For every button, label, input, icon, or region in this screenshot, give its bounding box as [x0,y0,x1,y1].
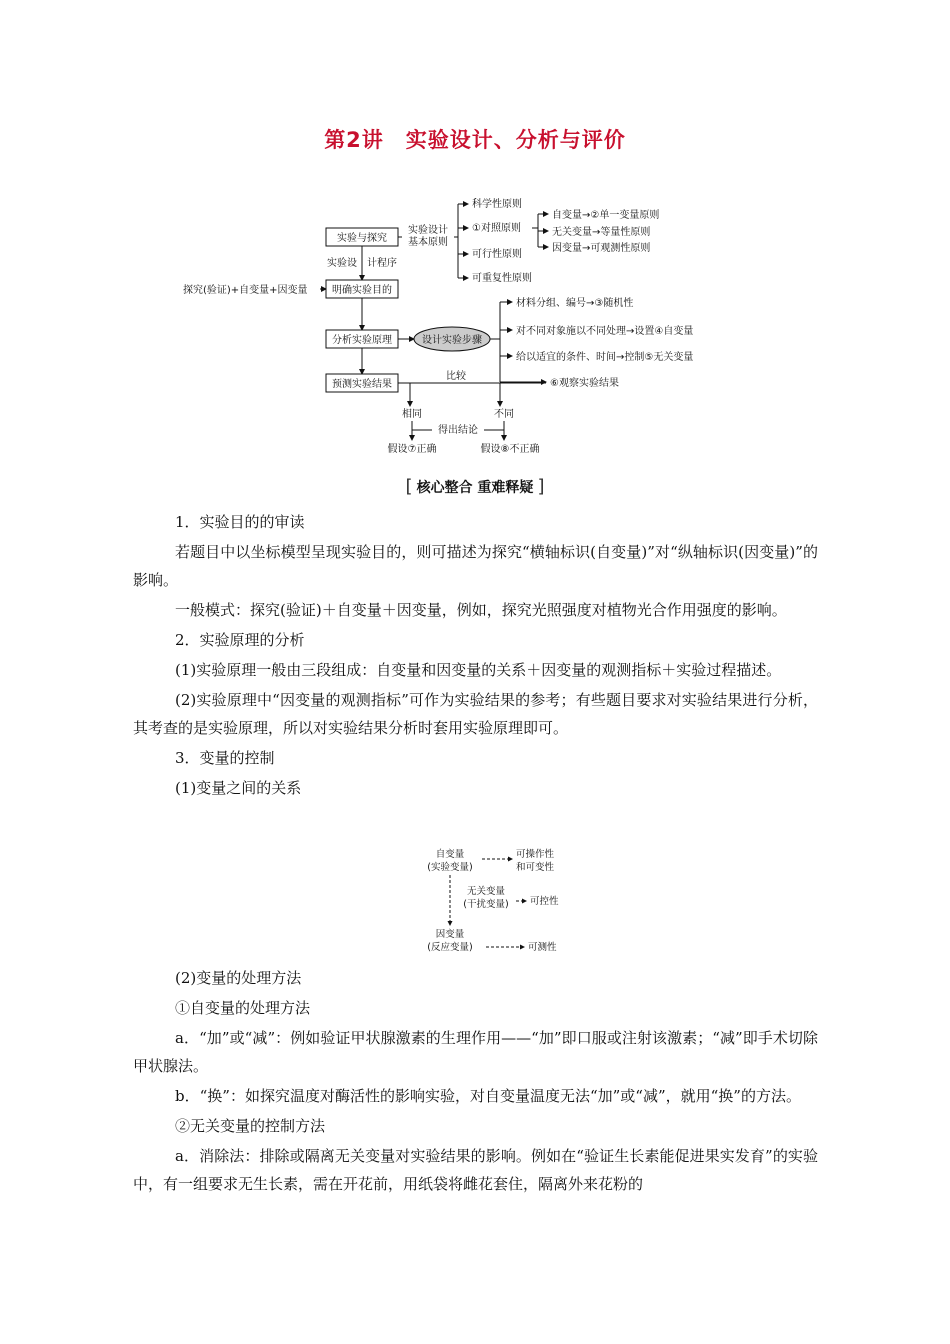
principle-feasible: 可行性原则 [472,249,522,260]
heading-purpose: 1．实验目的的审读 [175,513,305,531]
step-group: 材料分组、编号→③随机性 [516,298,634,309]
paragraph: 若题目中以坐标模型呈现实验目的，则可描述为探究“横轴标识(自变量)”对“纵轴标识(因变量)”的影响。 [133,543,818,589]
svg-text:计程序: 计程序 [367,258,397,269]
heading-variables: 3．变量的控制 [175,749,275,767]
subheading-irrel: ②无关变量的控制方法 [175,1117,326,1135]
subheading-handling: (2)变量的处理方法 [175,969,302,987]
svg-text:基本原则: 基本原则 [408,237,448,248]
principle-repeat: 可重复性原则 [472,273,532,284]
conclude-label: 得出结论 [438,425,478,436]
procedure-label: 实验设 [327,258,357,269]
svg-text:(实验变量): (实验变量) [427,862,473,873]
heading-principle: 2．实验原理的分析 [175,631,305,649]
svg-text:(反应变量): (反应变量) [427,942,473,953]
svg-text:可测性: 可测性 [528,942,557,953]
paragraph: a．“加”或“减”：例如验证甲状腺激素的生理作用——“加”即口服或注射该激素；“减”即手术切除甲状腺法。 [133,1029,818,1075]
diff-label: 不同 [494,409,514,420]
step-treat: 对不同对象施以不同处理→设置④自变量 [516,326,694,337]
svg-text:可控性: 可控性 [530,896,559,907]
section-banner: [ 核心整合 重难释疑 ] [405,476,545,497]
hypothesis-wrong: 假设⑧不正确 [480,444,540,455]
step-cond: 给以适宜的条件、时间→控制⑤无关变量 [516,352,694,363]
purpose-formula: 探究(验证)+自变量+因变量 [183,285,308,296]
hypothesis-right: 假设⑦正确 [387,444,437,455]
page-title: 第2讲 实验设计、分析与评价 [324,128,626,152]
paragraph: a．消除法：排除或隔离无关变量对实验结果的影响。例如在“验证生长素能促进果实发育”的实验中，有一组要求无生长素，需在开花前，用纸袋将雌花套住，隔离外来花粉的 [133,1147,818,1193]
var-dep: 因变量→可观测性原则 [552,243,651,254]
design-principles-label: 实验设计 [408,225,448,236]
body-text-1 [133,508,818,804]
svg-text:因变量: 因变量 [435,929,465,940]
variable-relation-diagram [420,843,590,958]
paragraph: (2)实验原理中“因变量的观测指标”可作为实验结果的参考；有些题目要求对实验结果进行分析，其考查的是实验原理，所以对实验结果分析时套用实验原理即可。 [133,691,818,737]
principle-control: ①对照原则 [472,223,521,234]
paragraph: (1)实验原理一般由三段组成：自变量和因变量的关系＋因变量的观测指标＋实验过程描述。 [175,661,782,679]
svg-text:自变量: 自变量 [435,849,465,860]
step-observe: ⑥观察实验结果 [550,378,619,389]
svg-text:无关变量: 无关变量 [466,886,506,897]
var-indep: 自变量→②单一变量原则 [552,210,660,221]
paragraph: 一般模式：探究(验证)＋自变量＋因变量，例如，探究光照强度对植物光合作用强度的影响。 [175,601,787,619]
svg-text:设计实验步骤: 设计实验步骤 [422,335,482,346]
compare-label: 比较 [446,371,466,382]
same-label: 相同 [402,409,422,420]
svg-text:(干扰变量): (干扰变量) [463,899,509,910]
box-explore-label: 实验与探究 [337,233,387,244]
principle-scientific: 科学性原则 [472,199,522,210]
svg-text:和可变性: 和可变性 [516,862,555,873]
svg-text:预测实验结果: 预测实验结果 [332,379,392,390]
svg-text:分析实验原理: 分析实验原理 [332,335,392,346]
svg-text:可操作性: 可操作性 [516,849,555,860]
svg-text:明确实验目的: 明确实验目的 [332,285,392,296]
paragraph: b．“换”：如探究温度对酶活性的影响实验，对自变量温度无法“加”或“减”，就用“换”的方法。 [175,1087,801,1105]
concept-flowchart [170,192,770,462]
var-irrel: 无关变量→等量性原则 [552,227,651,238]
subheading-indep: ①自变量的处理方法 [175,999,311,1017]
body-text-2 [133,964,818,1200]
subheading-relations: (1)变量之间的关系 [175,779,302,797]
